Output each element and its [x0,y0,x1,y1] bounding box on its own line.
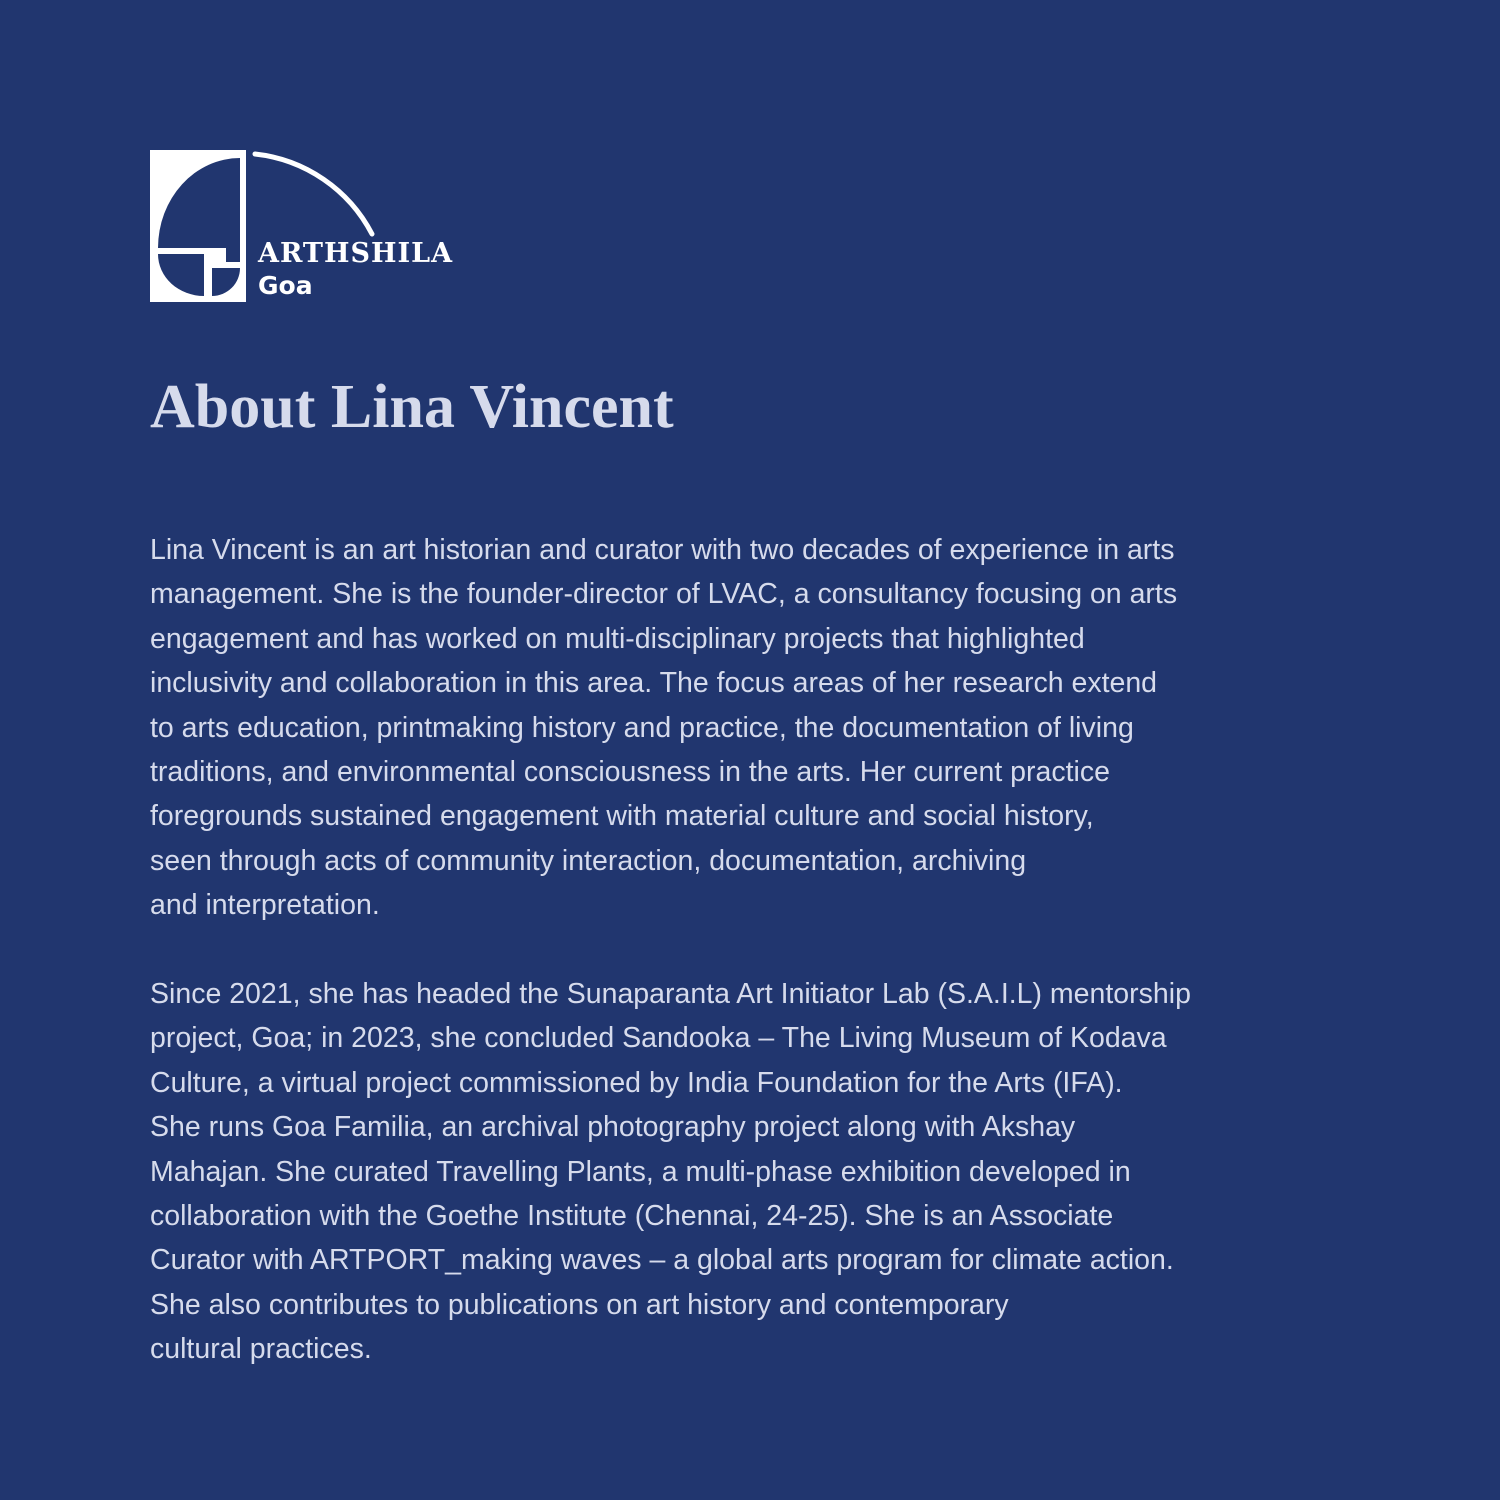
text-line: She also contributes to publications on art history and contemporary [150,1288,1009,1321]
text-line: traditions, and environmental consciousness in the arts. Her current practice [150,756,1110,789]
text-line: collaboration with the Goethe Institute (Chennai, 24-25). She is an Associate [150,1200,1114,1233]
text-line: project, Goa; in 2023, she concluded Sandooka – The Living Museum of Kodava [150,1022,1167,1055]
text-line: cultural practices. [150,1333,372,1366]
text-line: management. She is the founder-director of LVAC, a consultancy focusing on arts [150,578,1178,611]
text-line: inclusivity and collaboration in this area. The focus areas of her research extend [150,667,1158,700]
logo-location: Goa [258,271,313,300]
bio-paragraph-1 [150,528,1177,928]
bio-paragraph-2 [150,972,1191,1372]
text-line: Curator with ARTPORT_making waves – a global arts program for climate action. [150,1244,1174,1277]
text-line: foregrounds sustained engagement with material culture and social history, [150,800,1094,833]
text-line: to arts education, printmaking history and practice, the documentation of living [150,711,1134,744]
text-line: She runs Goa Familia, an archival photography project along with Akshay [150,1111,1076,1144]
text-line: Lina Vincent is an art historian and curator with two decades of experience in arts [150,534,1175,566]
text-line: Since 2021, she has headed the Sunaparanta Art Initiator Lab (S.A.I.L) mentorship [150,978,1191,1010]
page-title: About Lina Vincent [150,373,674,441]
text-line: seen through acts of community interaction, documentation, archiving [150,844,1027,877]
text-line: engagement and has worked on multi-disciplinary projects that highlighted [150,622,1085,655]
text-line: Mahajan. She curated Travelling Plants, a multi-phase exhibition developed in [150,1155,1131,1188]
text-line: Culture, a virtual project commissioned by India Foundation for the Arts (IFA). [150,1066,1123,1099]
text-line: and interpretation. [150,889,380,922]
logo-brand-name: ARTHSHILA [258,238,454,269]
